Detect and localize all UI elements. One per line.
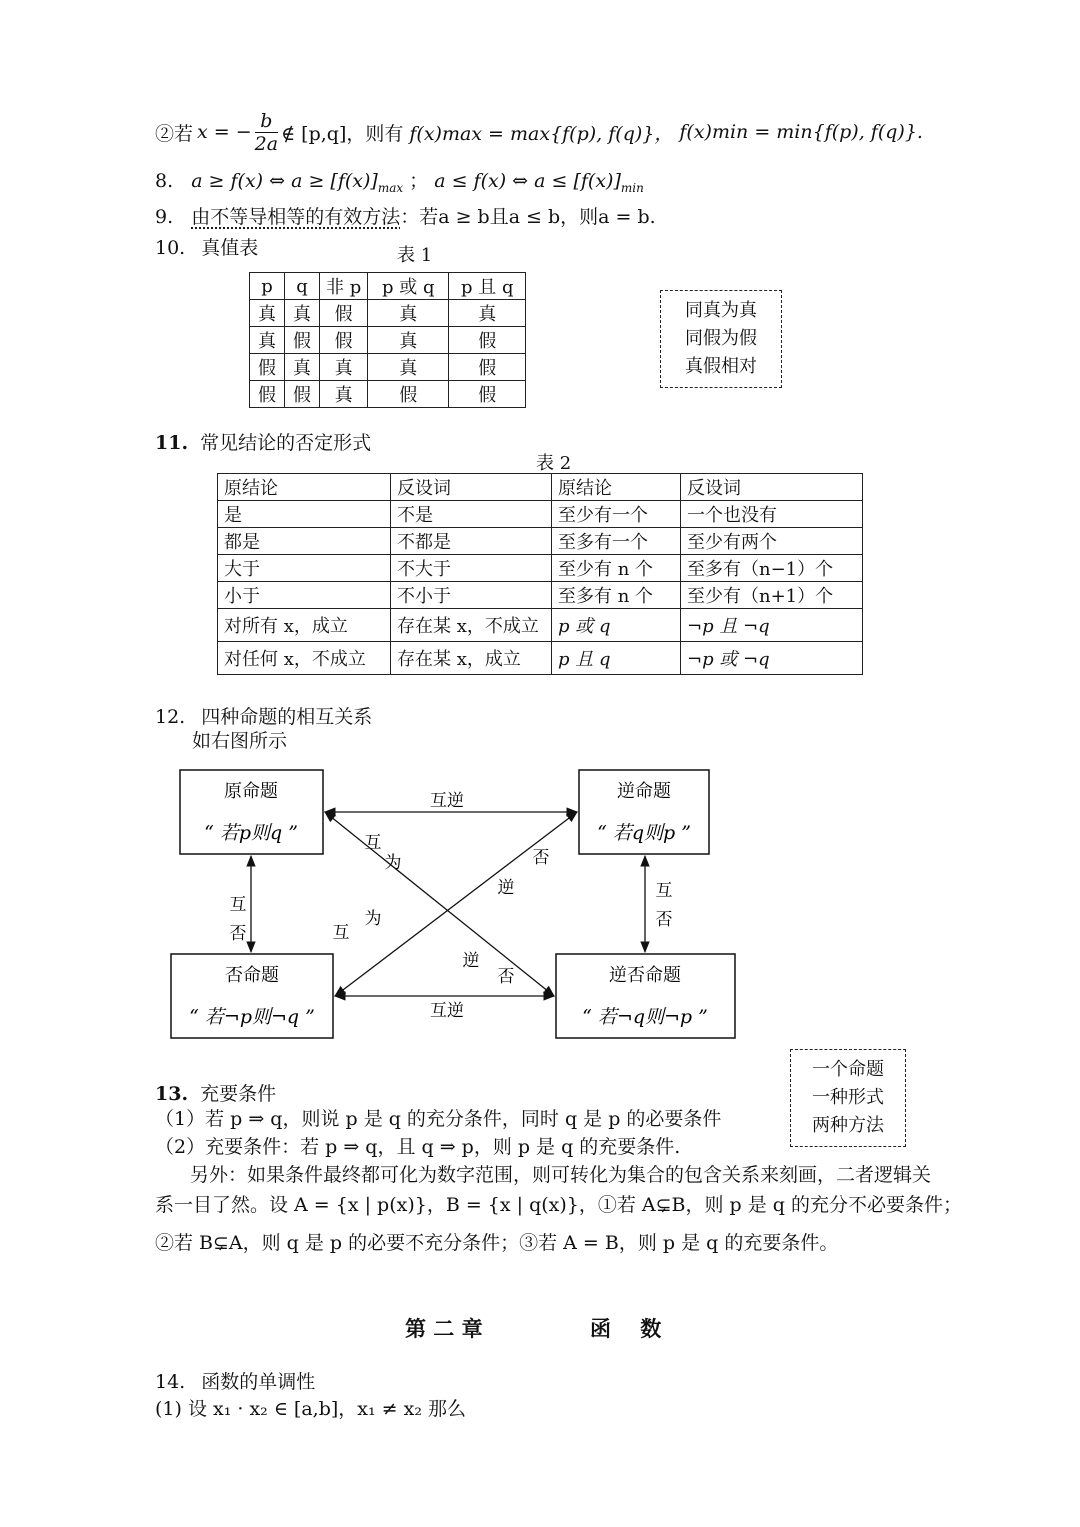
table-cell: 假 xyxy=(449,354,526,381)
table-cell: 真 xyxy=(449,300,526,327)
item13-line1: （1）若 p ⇒ q，则说 p 是 q 的充分条件，同时 q 是 p 的必要条件 xyxy=(155,1108,722,1130)
label-diag1-d: 互 xyxy=(332,923,350,943)
table-cell: 真 xyxy=(285,354,320,381)
item13-line4: 系一目了然。设 A = {x | p(x)}，B = {x | q(x)}，①若 A⊊B，则 p 是 q 的充分不必要条件； xyxy=(155,1194,963,1216)
label-bottom: 互逆 xyxy=(430,1001,464,1021)
table-cell: 至多有（n−1）个 xyxy=(681,555,863,582)
table-header: p 或 q xyxy=(368,273,449,300)
table1-caption: 表 1 xyxy=(397,245,433,266)
item7-x-eq: x = − xyxy=(197,121,252,143)
label-diag2-a: 否 xyxy=(532,848,550,868)
note-line: 一种形式 xyxy=(812,1087,884,1108)
table2-caption: 表 2 xyxy=(536,453,572,474)
table-cell: 假 xyxy=(250,381,285,408)
item14-title: 函数的单调性 xyxy=(201,1371,316,1393)
table-header: 反设词 xyxy=(391,474,552,501)
item7-max-expr: f(x)max = max{f(p), f(q)}， xyxy=(409,122,674,145)
table-header: q xyxy=(285,273,320,300)
box-original-title: 原命题 xyxy=(224,781,278,802)
label-diag2-d: 否 xyxy=(497,967,515,987)
table-cell: 是 xyxy=(218,501,391,528)
label-left-2: 否 xyxy=(229,924,247,944)
label-right-2: 否 xyxy=(655,910,673,930)
arrow-diag-orig-contra xyxy=(325,812,554,996)
table-cell: 不是 xyxy=(391,501,552,528)
table-cell: 至少有 n 个 xyxy=(552,555,681,582)
item12-num: 12. xyxy=(155,706,186,728)
table-cell: 真 xyxy=(250,327,285,354)
fraction-numerator: b xyxy=(255,110,278,133)
item14-line1: (1) 设 x₁ · x₂ ∈ [a,b]，x₁ ≠ x₂ 那么 xyxy=(155,1398,466,1420)
table-cell: 假 xyxy=(449,327,526,354)
box-inverse-title: 否命题 xyxy=(225,965,279,986)
box-contrapositive-expr: “ 若¬q则¬p ” xyxy=(582,1006,708,1028)
table-header: 原结论 xyxy=(218,474,391,501)
table-cell: 真 xyxy=(320,354,368,381)
table-cell: p 或 q xyxy=(552,609,681,642)
item13-title: 充要条件 xyxy=(200,1083,277,1105)
item11-num: 11. xyxy=(155,432,189,454)
table-cell: 假 xyxy=(285,381,320,408)
table-header: 非 p xyxy=(320,273,368,300)
label-diag2-c: 逆 xyxy=(462,951,480,971)
item8-sub1: max xyxy=(377,180,404,195)
table-cell: 假 xyxy=(285,327,320,354)
table-cell: 不小于 xyxy=(391,582,552,609)
item11-title: 常见结论的否定形式 xyxy=(200,432,372,454)
fraction-denominator: 2a xyxy=(254,132,279,155)
label-diag2-b: 逆 xyxy=(497,878,515,898)
item14-heading xyxy=(155,1367,315,1394)
table-cell: 至少有（n+1）个 xyxy=(681,582,863,609)
table-cell: 假 xyxy=(250,354,285,381)
item10-num: 10. xyxy=(155,237,186,259)
note-line: 一个命题 xyxy=(812,1059,884,1080)
box-converse-expr: “ 若q则p ” xyxy=(597,822,691,844)
item12-sub: 如右图所示 xyxy=(192,730,288,752)
item7-min-expr: f(x)min = min{f(p), f(q)}. xyxy=(679,121,923,143)
table-cell: 至多有一个 xyxy=(552,528,681,555)
item13-heading xyxy=(155,1079,276,1106)
item9-rest: ：若a ≥ b且a ≤ b，则a = b. xyxy=(400,206,656,228)
table-cell: 假 xyxy=(320,327,368,354)
label-diag1-b: 为 xyxy=(384,853,402,873)
box-converse-title: 逆命题 xyxy=(617,781,671,802)
item13-line5: ②若 B⊊A，则 q 是 p 的必要不充分条件；③若 A = B，则 p 是 q 的充要条件。 xyxy=(155,1232,839,1254)
table-cell: 假 xyxy=(368,381,449,408)
table-cell: p 且 q xyxy=(552,642,681,675)
table-cell: 真 xyxy=(368,327,449,354)
table-cell: 真 xyxy=(368,300,449,327)
chapter-title: 第 二 章 xyxy=(405,1316,483,1341)
table-cell: 至少有两个 xyxy=(681,528,863,555)
item13-line2: （2）充要条件：若 p ⇒ q，且 q ⇒ p，则 p 是 q 的充要条件. xyxy=(155,1136,681,1158)
table-cell: 都是 xyxy=(218,528,391,555)
table-cell: 假 xyxy=(320,300,368,327)
item8-sub2: min xyxy=(620,180,644,195)
table-cell: 真 xyxy=(250,300,285,327)
table-cell: 对任何 x，不成立 xyxy=(218,642,391,675)
table-cell: 真 xyxy=(368,354,449,381)
table-cell: 一个也没有 xyxy=(681,501,863,528)
table-cell: 大于 xyxy=(218,555,391,582)
label-left-1: 互 xyxy=(229,895,247,915)
table-cell: ¬p 或 ¬q xyxy=(681,642,863,675)
table-cell: 不都是 xyxy=(391,528,552,555)
table-cell: ¬p 且 ¬q xyxy=(681,609,863,642)
item9-num: 9. xyxy=(155,206,174,228)
table-cell: 小于 xyxy=(218,582,391,609)
item8-expr2: a ≤ f(x) ⇔ a ≤ [f(x)] xyxy=(434,170,621,192)
item8-num: 8. xyxy=(155,170,174,192)
label-diag1-c: 为 xyxy=(364,909,382,929)
sufficiency-note-box xyxy=(790,1049,906,1147)
table-cell: 存在某 x，成立 xyxy=(391,642,552,675)
table-header: 原结论 xyxy=(552,474,681,501)
table-cell: 至少有一个 xyxy=(552,501,681,528)
table-cell: 不大于 xyxy=(391,555,552,582)
label-right-1: 互 xyxy=(655,881,673,901)
table-cell: 至多有 n 个 xyxy=(552,582,681,609)
item10-title: 真值表 xyxy=(201,237,259,259)
item13-num: 13. xyxy=(155,1083,189,1105)
label-top: 互逆 xyxy=(430,791,464,811)
note-line: 真假相对 xyxy=(685,356,757,377)
table-cell: 存在某 x，不成立 xyxy=(391,609,552,642)
note-line: 同假为假 xyxy=(685,328,757,349)
table-cell: 对所有 x，成立 xyxy=(218,609,391,642)
item8-sep: ； xyxy=(409,170,429,192)
item14-num: 14. xyxy=(155,1371,186,1393)
table-header: 反设词 xyxy=(681,474,863,501)
item7-notin: ∉ [p,q]，则有 xyxy=(281,122,404,145)
item13-line3: 另外：如果条件最终都可化为数字范围，则可转化为集合的包含关系来刻画，二者逻辑关 xyxy=(190,1164,932,1186)
table-cell: 真 xyxy=(285,300,320,327)
label-diag1-a: 互 xyxy=(364,833,382,853)
note-line: 同真为真 xyxy=(685,300,757,321)
table-cell: 真 xyxy=(320,381,368,408)
item7-circle: ②若 xyxy=(155,122,194,145)
item12-title: 四种命题的相互关系 xyxy=(201,706,373,728)
box-inverse-expr: “ 若¬p则¬q ” xyxy=(189,1006,315,1028)
item8-expr1: a ≥ f(x) ⇔ a ≥ [f(x)] xyxy=(191,170,378,192)
note-line: 两种方法 xyxy=(812,1115,884,1136)
box-original-expr: “ 若p则q ” xyxy=(204,822,298,844)
item9-emph: 由不等导相等的有效方法 xyxy=(191,206,401,228)
table-cell: 假 xyxy=(449,381,526,408)
box-contrapositive-title: 逆否命题 xyxy=(609,965,681,986)
table-header: p xyxy=(250,273,285,300)
table-header: p 且 q xyxy=(449,273,526,300)
chapter-name: 函 数 xyxy=(590,1316,662,1341)
